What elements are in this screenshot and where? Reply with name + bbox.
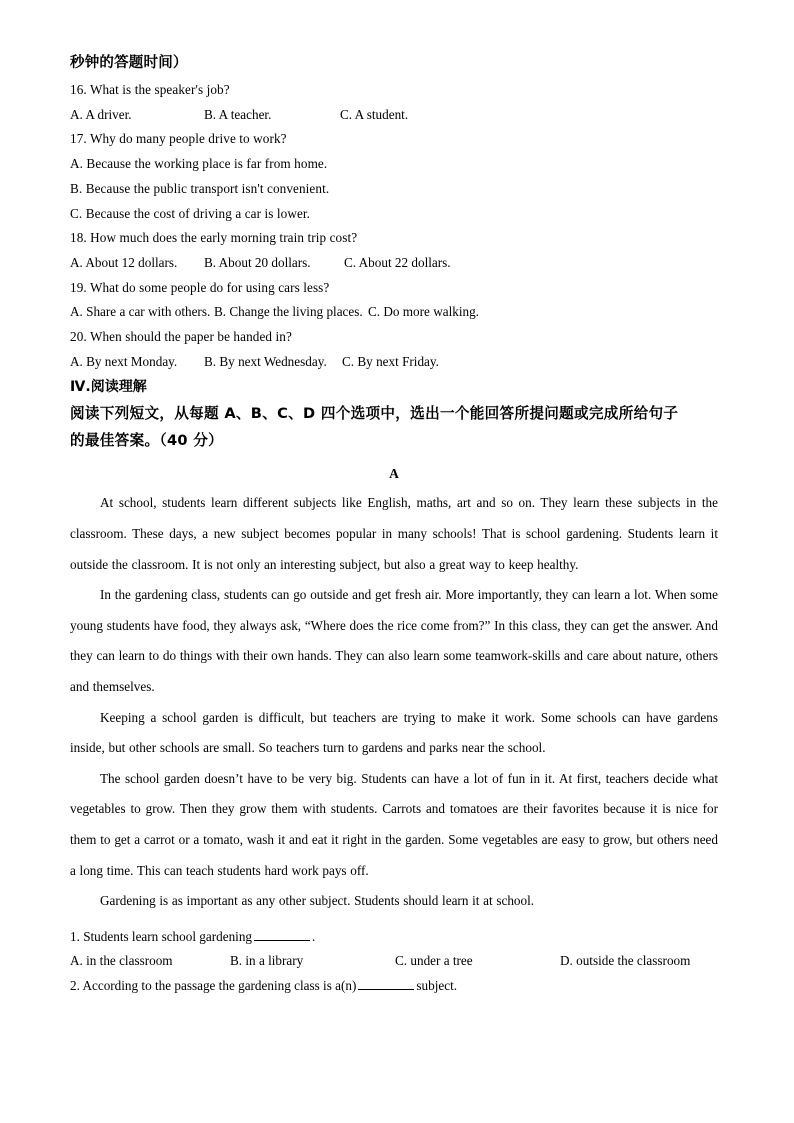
q16-option-c[interactable]: C. A student. xyxy=(340,106,409,122)
passage-a-paragraph-3: Keeping a school garden is difficult, but teachers are trying to make it work. Some schools can have gardens inside, but other schools are small. So teachers turn to gardens and parks near the school. xyxy=(70,709,718,756)
q20-option-b[interactable]: B. By next Wednesday. xyxy=(204,353,327,369)
passage-question-1-suffix: . xyxy=(312,928,316,944)
passage-a-title: A xyxy=(389,466,399,482)
passage-question-1-blank[interactable] xyxy=(254,928,310,940)
q19-option-b[interactable]: B. Change the living places. xyxy=(214,304,363,320)
listening-header-fragment: 秒钟的答题时间） xyxy=(70,55,188,71)
reading-instruction-line-1: 阅读下列短文，从每题 A、B、C、D 四个选项中，选出一个能回答所提问题或完成所给句子 xyxy=(70,405,679,423)
q20-option-c[interactable]: C. By next Friday. xyxy=(342,353,439,369)
passage-a-paragraph-2: In the gardening class, students can go outside and get fresh air. More importantly, they can learn a lot. When some young students have food, they always ask, “Where does the rice come from?” In this class, they can get the answer. And they can learn to do things with their own hands. They can also learn some teamwork-skills and care about nature, others and themselves. xyxy=(70,587,718,694)
passage-question-2-blank[interactable] xyxy=(358,978,414,990)
q20-option-a[interactable]: A. By next Monday. xyxy=(70,353,178,369)
passage-a-paragraph-5: Gardening is as important as any other subject. Students should learn it at school. xyxy=(100,893,535,909)
q17-option-c[interactable]: C. Because the cost of driving a car is lower. xyxy=(70,205,311,221)
q18-option-a[interactable]: A. About 12 dollars. xyxy=(70,254,178,270)
passage-a-paragraph-4: The school garden doesn’t have to be very big. Students can have a lot of fun in it. At first, teachers decide what vegetables to grow. Then they grow them with students. Carrots and tomatoes are their favorites because it is nice for them to get a carrot or a tomato, wash it and eat it right in the garden. Some vegetables are easy to grow, but others need a long time. This can teach students hard work pays off. xyxy=(70,770,718,878)
question-16-options xyxy=(70,103,720,128)
pq1-option-c[interactable]: C. under a tree xyxy=(395,953,473,969)
q18-option-b[interactable]: B. About 20 dollars. xyxy=(204,254,311,270)
page-content xyxy=(70,50,720,999)
question-17-text: 17. Why do many people drive to work? xyxy=(70,131,287,147)
q19-option-a[interactable]: A. Share a car with others. xyxy=(70,304,211,320)
passage-question-2-suffix: subject. xyxy=(416,978,458,994)
pq1-option-b[interactable]: B. in a library xyxy=(230,953,304,969)
passage-question-1-options xyxy=(70,949,720,974)
question-16-text: 16. What is the speaker's job? xyxy=(70,82,230,97)
reading-instruction-line-2: 的最佳答案。（40 分） xyxy=(70,432,224,450)
question-20-options xyxy=(70,350,720,375)
q17-option-a[interactable]: A. Because the working place is far from home. xyxy=(70,156,328,172)
question-19-options xyxy=(70,300,720,325)
passage-question-1-prefix: 1. Students learn school gardening xyxy=(70,928,253,944)
passage-question-1 xyxy=(70,925,720,950)
q16-option-a[interactable]: A. A driver. xyxy=(70,106,132,122)
q18-option-c[interactable]: C. About 22 dollars. xyxy=(344,254,451,270)
q19-option-c[interactable]: C. Do more walking. xyxy=(368,304,479,320)
passage-question-2 xyxy=(70,974,720,999)
question-18-text: 18. How much does the early morning train trip cost? xyxy=(70,230,358,246)
q16-option-b[interactable]: B. A teacher. xyxy=(204,106,272,122)
passage-a-paragraph-1: At school, students learn different subjects like English, maths, art and so on. They learn these subjects in the classroom. These days, a new subject becomes popular in many schools! That is school gardening. Students learn it outside the classroom. It is not only an interesting subject, but also a great way to keep healthy. xyxy=(70,495,718,572)
question-19-text: 19. What do some people do for using cars less? xyxy=(70,279,330,295)
question-18-options xyxy=(70,251,720,276)
pq1-option-d[interactable]: D. outside the classroom xyxy=(560,953,691,969)
passage-question-2-prefix: 2. According to the passage the gardening class is a(n) xyxy=(70,978,357,994)
pq1-option-a[interactable]: A. in the classroom xyxy=(70,953,173,969)
reading-section-heading: Ⅳ.阅读理解 xyxy=(70,379,147,396)
q17-option-b[interactable]: B. Because the public transport isn't convenient. xyxy=(70,180,330,196)
question-20-text: 20. When should the paper be handed in? xyxy=(70,328,292,344)
